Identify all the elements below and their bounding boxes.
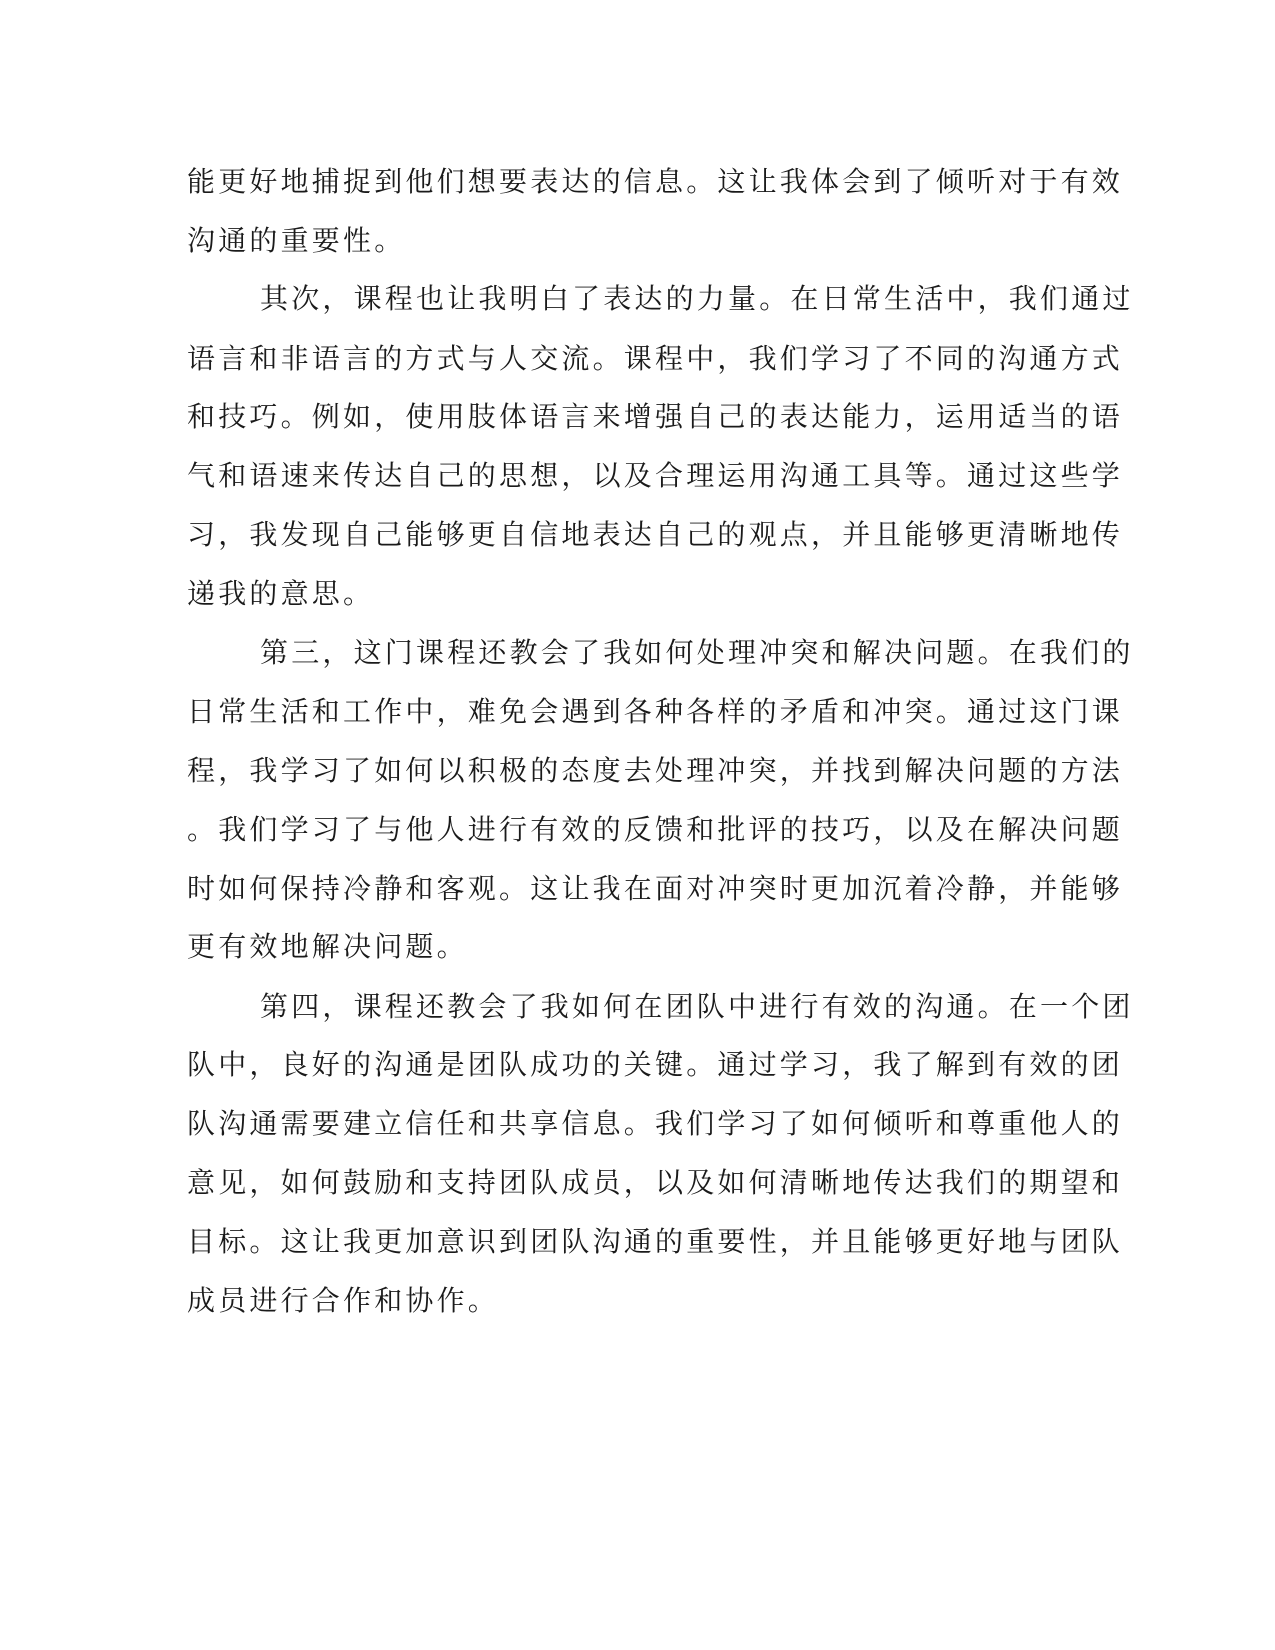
text-line: 沟通的重要性。 xyxy=(187,224,406,257)
paragraph-start-line: 第三，这门课程还教会了我如何处理冲突和解决问题。在我们的 xyxy=(260,636,1134,669)
text-line: 队沟通需要建立信任和共享信息。我们学习了如何倾听和尊重他人的 xyxy=(187,1107,1124,1140)
text-line: 程，我学习了如何以积极的态度去处理冲突，并找到解决问题的方法 xyxy=(187,754,1124,787)
text-line: 日常生活和工作中，难免会遇到各种各样的矛盾和冲突。通过这门课 xyxy=(187,695,1124,728)
text-line: 时如何保持冷静和客观。这让我在面对冲突时更加沉着冷静，并能够 xyxy=(187,872,1124,905)
text-line: 更有效地解决问题。 xyxy=(187,930,468,963)
text-line: 。我们学习了与他人进行有效的反馈和批评的技巧，以及在解决问题 xyxy=(187,813,1124,846)
text-line: 意见，如何鼓励和支持团队成员，以及如何清晰地传达我们的期望和 xyxy=(187,1166,1124,1199)
paragraph-start-line: 第四，课程还教会了我如何在团队中进行有效的沟通。在一个团 xyxy=(260,990,1134,1023)
text-line: 目标。这让我更加意识到团队沟通的重要性，并且能够更好地与团队 xyxy=(187,1225,1124,1258)
text-line: 和技巧。例如，使用肢体语言来增强自己的表达能力，运用适当的语 xyxy=(187,400,1124,433)
text-line: 能更好地捕捉到他们想要表达的信息。这让我体会到了倾听对于有效 xyxy=(187,165,1124,198)
text-line: 习，我发现自己能够更自信地表达自己的观点，并且能够更清晰地传 xyxy=(187,518,1124,551)
text-line: 队中，良好的沟通是团队成功的关键。通过学习，我了解到有效的团 xyxy=(187,1048,1124,1081)
text-line: 语言和非语言的方式与人交流。课程中，我们学习了不同的沟通方式 xyxy=(187,342,1124,375)
text-line: 成员进行合作和协作。 xyxy=(187,1284,500,1317)
paragraph-start-line: 其次，课程也让我明白了表达的力量。在日常生活中，我们通过 xyxy=(260,282,1134,315)
text-line: 递我的意思。 xyxy=(187,577,375,610)
text-line: 气和语速来传达自己的思想，以及合理运用沟通工具等。通过这些学 xyxy=(187,459,1124,492)
